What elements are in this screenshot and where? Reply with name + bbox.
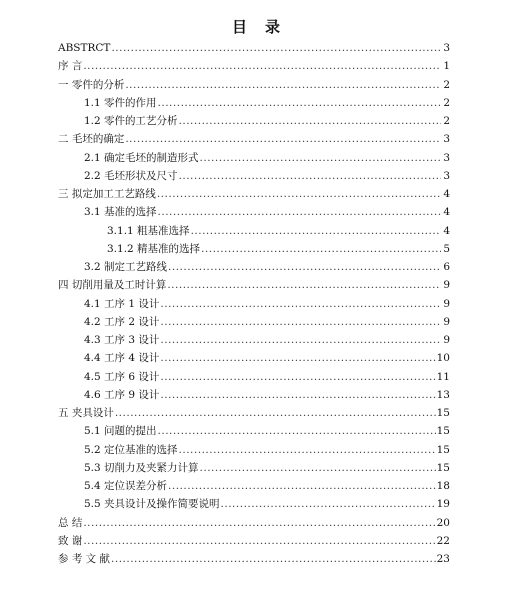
toc-entry-page: 11 <box>436 370 450 383</box>
dot-leader <box>160 331 441 349</box>
toc-entry[interactable] <box>58 441 450 459</box>
dot-leader <box>160 386 435 404</box>
toc-entry-label: 1.1 零件的作用 <box>84 96 157 109</box>
dot-leader <box>160 368 435 386</box>
dot-leader <box>158 94 441 112</box>
toc-entry-page: 5 <box>443 242 450 255</box>
dot-leader <box>200 459 436 477</box>
toc-entry-page: 23 <box>436 553 450 565</box>
toc-entry[interactable] <box>58 495 450 513</box>
toc-entry-page: 4 <box>443 188 450 200</box>
toc-entry-label: 三 拟定加工工艺路线 <box>58 188 156 200</box>
dot-leader <box>179 112 441 130</box>
toc-entry-page: 15 <box>436 461 450 474</box>
dot-leader <box>115 404 436 422</box>
toc-entry-label: 3.2 制定工艺路线 <box>84 261 168 273</box>
toc-entry-page: 15 <box>436 407 450 419</box>
toc-entry-page: 9 <box>443 279 450 292</box>
dot-leader <box>125 130 441 148</box>
toc-entry-label: 一 零件的分析 <box>58 78 125 91</box>
toc-entry-label: 总 结 <box>58 516 83 529</box>
toc-entry-label: 5.5 夹具设计及操作简要说明 <box>84 498 220 511</box>
toc-entry[interactable] <box>58 203 450 221</box>
toc-entry[interactable] <box>58 149 450 167</box>
toc-entry-label: 2.1 确定毛坯的制造形式 <box>84 151 199 164</box>
toc-entry[interactable] <box>58 514 450 532</box>
toc-entry-page: 19 <box>436 498 450 511</box>
toc-entry-label: 4.6 工序 9 设计 <box>84 388 160 401</box>
toc-entry-page: 2 <box>443 96 450 109</box>
dot-leader <box>111 550 436 568</box>
toc-entry-label: 3.1 基准的选择 <box>84 206 157 219</box>
toc-entry-page: 9 <box>443 334 450 346</box>
dot-leader <box>168 477 436 495</box>
toc-entry-label: 4.5 工序 6 设计 <box>84 370 160 383</box>
toc-entry-page: 22 <box>436 534 450 547</box>
toc-entry-label: 二 毛坯的确定 <box>58 133 125 146</box>
dot-leader <box>160 349 435 367</box>
dot-leader <box>179 167 441 185</box>
toc-entry-label: 5.4 定位误差分析 <box>84 480 168 492</box>
toc-entry-label: 4.4 工序 4 设计 <box>84 352 160 365</box>
toc-entry-page: 15 <box>436 443 450 456</box>
dot-leader <box>160 313 441 331</box>
toc-entry-page: 9 <box>443 315 450 328</box>
toc-entry[interactable] <box>58 57 450 75</box>
toc-entry[interactable] <box>58 368 450 386</box>
toc-entry-label: 4.2 工序 2 设计 <box>84 315 160 328</box>
toc-entry[interactable] <box>58 331 450 349</box>
toc-entry-label: 5.1 问题的提出 <box>84 425 157 438</box>
toc-entry-label: 3.1.2 精基准的选择 <box>107 242 201 255</box>
toc-entry-label: 致 谢 <box>58 534 83 547</box>
toc-entry-label: 1.2 零件的工艺分析 <box>84 115 178 127</box>
table-of-contents <box>58 39 450 568</box>
toc-entry-label: 4.1 工序 1 设计 <box>84 297 160 310</box>
toc-entry-label: 2.2 毛坯形状及尺寸 <box>84 169 178 182</box>
toc-entry-label: 参 考 文 献 <box>58 553 111 565</box>
toc-entry-page: 4 <box>443 224 450 237</box>
toc-entry[interactable] <box>58 112 450 130</box>
dot-leader <box>158 203 441 221</box>
toc-entry[interactable] <box>58 532 450 550</box>
toc-entry-page: 20 <box>436 516 450 529</box>
toc-entry-page: 3 <box>443 151 450 164</box>
dot-leader <box>158 422 436 440</box>
toc-entry-page: 3 <box>443 169 450 182</box>
toc-entry-label: 4.3 工序 3 设计 <box>84 334 160 346</box>
dot-leader <box>157 185 441 203</box>
dot-leader <box>201 240 441 258</box>
toc-title-right: 录 <box>265 18 281 36</box>
toc-entry-page: 3 <box>443 42 450 54</box>
toc-entry[interactable] <box>58 130 450 148</box>
toc-entry[interactable] <box>58 94 450 112</box>
toc-entry[interactable] <box>58 477 450 495</box>
toc-entry-page: 1 <box>443 60 450 73</box>
dot-leader <box>200 149 441 167</box>
dot-leader <box>167 276 441 294</box>
dot-leader <box>111 39 441 57</box>
toc-entry-page: 3 <box>443 133 450 146</box>
toc-entry-label: 5.2 定位基准的选择 <box>84 443 178 456</box>
toc-entry-page: 18 <box>436 480 450 492</box>
toc-entry[interactable] <box>58 222 450 240</box>
dot-leader <box>83 57 441 75</box>
toc-entry-label: 3.1.1 粗基准选择 <box>107 224 190 237</box>
toc-entry-label: 四 切削用量及工时计算 <box>58 279 167 292</box>
toc-entry[interactable] <box>58 459 450 477</box>
toc-entry[interactable] <box>58 422 450 440</box>
toc-entry[interactable] <box>58 167 450 185</box>
dot-leader <box>221 495 436 513</box>
toc-entry[interactable] <box>58 258 450 276</box>
toc-entry[interactable] <box>58 349 450 367</box>
toc-entry-page: 9 <box>443 297 450 310</box>
toc-entry[interactable] <box>58 313 450 331</box>
toc-entry[interactable] <box>58 185 450 203</box>
toc-entry-page: 6 <box>443 261 450 273</box>
toc-entry-label: 序 言 <box>58 60 83 73</box>
toc-entry-page: 15 <box>436 425 450 438</box>
toc-entry[interactable] <box>58 276 450 294</box>
toc-entry[interactable] <box>58 404 450 422</box>
toc-entry-page: 13 <box>436 388 450 401</box>
toc-entry[interactable] <box>58 240 450 258</box>
dot-leader <box>191 222 441 240</box>
toc-entry-page: 4 <box>443 206 450 219</box>
toc-title <box>0 16 512 37</box>
toc-entry[interactable] <box>58 550 450 568</box>
dot-leader <box>83 514 435 532</box>
dot-leader <box>168 258 441 276</box>
dot-leader <box>83 532 435 550</box>
toc-entry[interactable] <box>58 295 450 313</box>
toc-entry[interactable] <box>58 39 450 57</box>
toc-entry-label: ABSTRCT <box>58 42 111 54</box>
toc-entry-label: 五 夹具设计 <box>58 407 114 419</box>
toc-entry-page: 2 <box>443 78 450 91</box>
toc-entry[interactable] <box>58 386 450 404</box>
toc-entry-page: 10 <box>436 352 450 365</box>
toc-title-left: 目 <box>231 18 247 36</box>
dot-leader <box>160 295 441 313</box>
dot-leader <box>125 76 441 94</box>
dot-leader <box>179 441 436 459</box>
toc-entry-label: 5.3 切削力及夹紧力计算 <box>84 461 199 474</box>
toc-entry-page: 2 <box>443 115 450 127</box>
toc-entry[interactable] <box>58 76 450 94</box>
